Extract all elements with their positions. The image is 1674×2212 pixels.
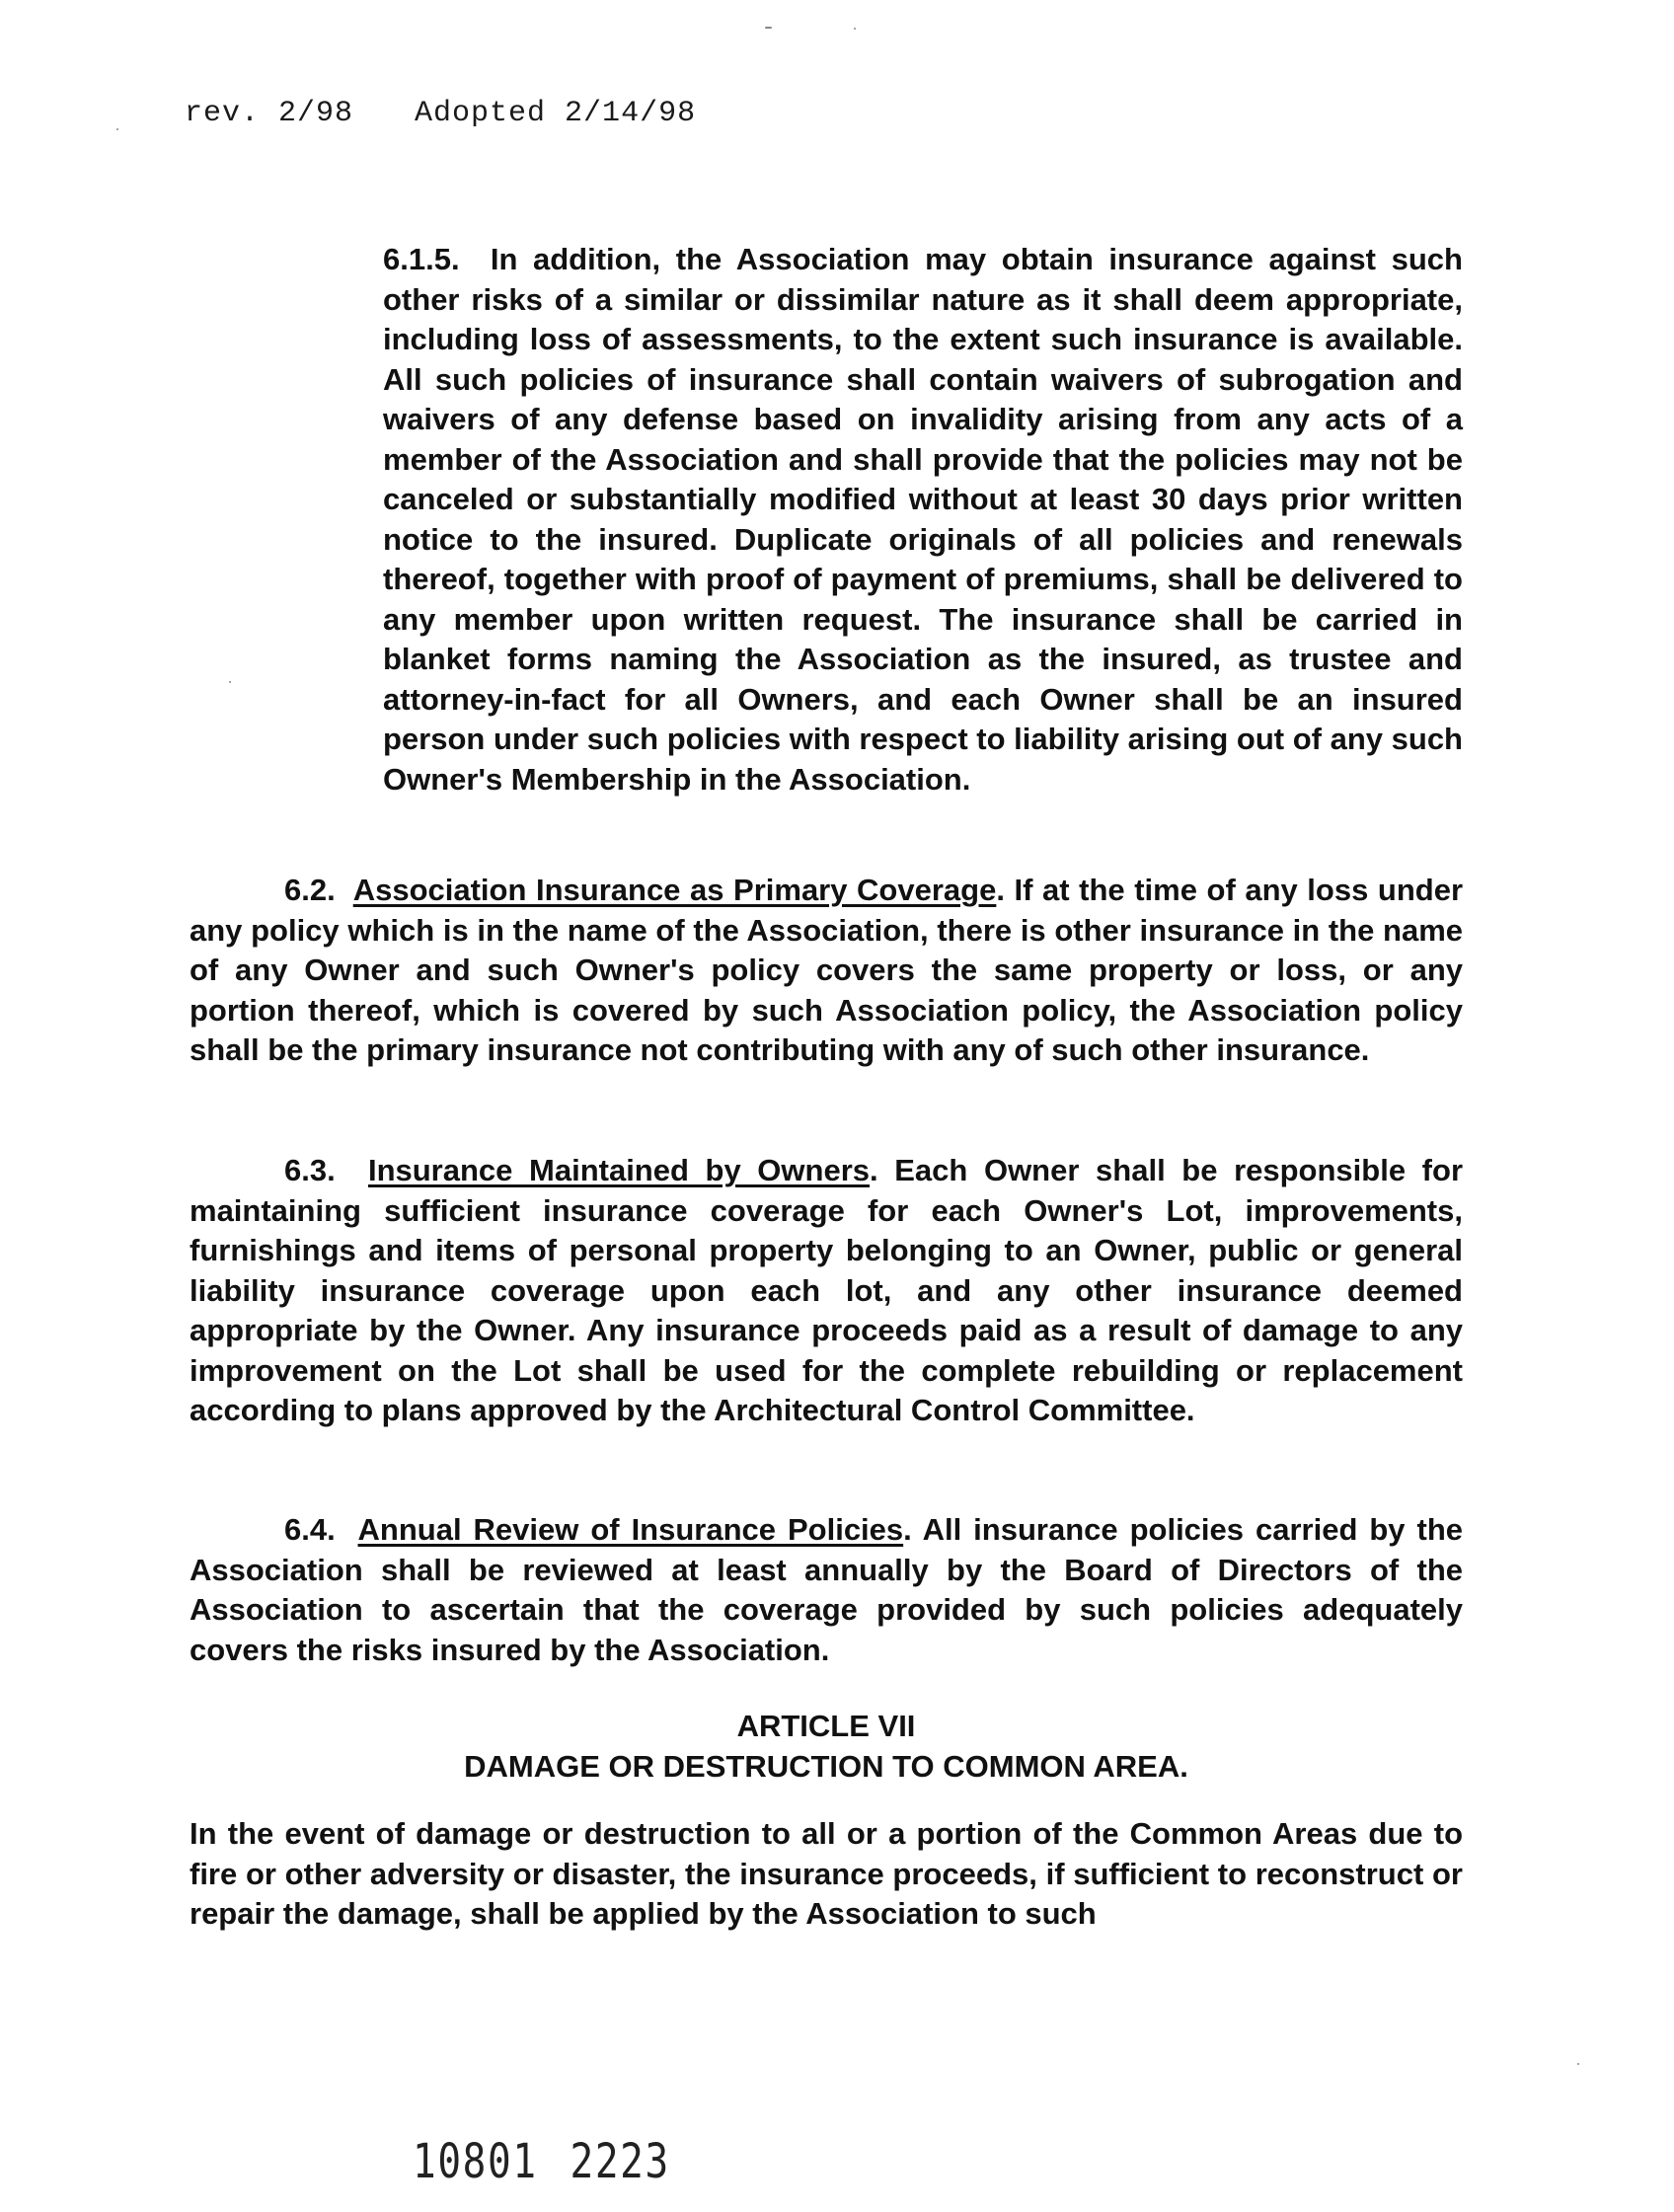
scan-speck xyxy=(116,128,118,130)
scan-speck xyxy=(229,681,231,683)
section-title: Insurance Maintained by Owners xyxy=(367,1153,871,1187)
section-text: . Each Owner shall be responsible for maintaining sufficient insurance coverage for each Owner's Lot, improvements, furnishings and items of personal property belonging to an Owner, public or general liability insurance coverage upon each lot, and any other insurance deemed appropriate by the Owner. Any insurance proceeds paid as a result of damage to any improvement on the Lot shall be used for the complete rebuilding or replacement according to plans approved by the Architectural Control Committee. xyxy=(190,1153,1464,1427)
scan-speck xyxy=(765,27,772,29)
section-text: . All insurance policies carried by the Association shall be reviewed at least annually by the Board of Directors of the Association to ascertain that the coverage provided by such policies adequately covers the risks insured by the Association. xyxy=(190,1512,1463,1667)
article-7-body: In the event of damage or destruction to all or a portion of the Common Areas due to fire or other adversity or disaster, the insurance proceeds, if sufficient to reconstruct or repair the damage, shall be applied by the Association to such xyxy=(190,1816,1463,1931)
section-6-2 xyxy=(190,871,1463,1071)
section-6-1-5 xyxy=(383,240,1463,800)
page-header xyxy=(185,97,696,130)
section-number: 6.1.5. xyxy=(383,242,460,276)
adopted-label: Adopted 2/14/98 xyxy=(415,97,697,130)
recording-stamp xyxy=(413,2134,670,2189)
article-number: ARTICLE VII xyxy=(736,1709,916,1743)
scan-speck xyxy=(854,28,856,30)
section-title: Association Insurance as Primary Coverage xyxy=(352,873,997,907)
section-title: Annual Review of Insurance Policies xyxy=(357,1512,904,1547)
scan-speck xyxy=(1577,2063,1579,2065)
section-6-3 xyxy=(190,1151,1463,1431)
section-text: In addition, the Association may obtain insurance against such other risks of a similar or dissimilar nature as it shall deem appropriate, including loss of assessments, to the extent such insurance is available. All such policies of insurance shall contain waivers of subrogation and waivers of any defense based on invalidity arising from any acts of a member of the Association and shall provide that the policies may not be canceled or substantially modified without at least 30 days prior written notice to the insured. Duplicate originals of all policies and renewals thereof, together with proof of payment of premiums, shall be delivered to any member upon written request. The insurance shall be carried in blanket forms naming the Association as the insured, as trustee and attorney-in-fact for all Owners, and each Owner shall be an insured person under such policies with respect to liability arising out of any such Owner's Membership in the Association. xyxy=(383,242,1463,797)
article-title: DAMAGE OR DESTRUCTION TO COMMON AREA. xyxy=(464,1749,1188,1784)
section-number: 6.2. xyxy=(284,873,336,907)
page-number: 2223 xyxy=(570,2134,670,2189)
article-heading xyxy=(190,1706,1463,1787)
section-text: . If at the time of any loss under any policy which is in the name of the Association, there is other insurance in the name of any Owner and such Owner's policy covers the same property or loss, or any portion thereof, which is covered by such Association policy, the Association policy shall be the primary insurance not contributing with any of such other insurance. xyxy=(190,873,1464,1067)
book-number: 10801 xyxy=(413,2134,538,2189)
section-6-4 xyxy=(190,1510,1463,1670)
section-number: 6.4. xyxy=(284,1512,336,1547)
revision-label: rev. 2/98 xyxy=(185,97,354,130)
section-number: 6.3. xyxy=(284,1153,336,1187)
